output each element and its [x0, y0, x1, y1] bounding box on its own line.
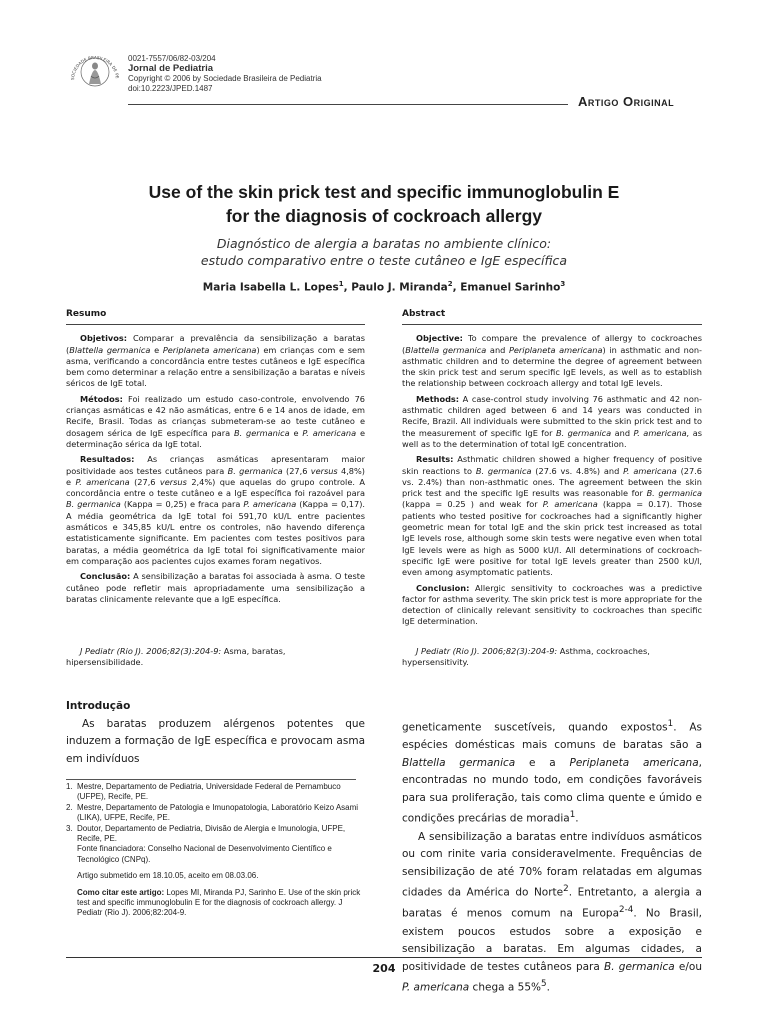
subtitle-line-2: estudo comparativo entre o teste cutâneo e IgE específica	[200, 253, 568, 268]
resumo-heading: Resumo	[66, 309, 107, 319]
authors: Maria Isabella L. Lopes$^1$, Paulo J. Miranda$^2$, Emanuel Sarinho$^3$	[202, 280, 566, 294]
footnote-item: 2. Mestre, Departamento de Patologia e Imunopatologia, Laboratório Keizo Asami (LIKA), UFPE, Recife, PE.	[66, 802, 359, 823]
author-affiliation: 1	[338, 280, 344, 288]
footnote-rule	[66, 779, 356, 780]
svg-text:SOCIEDADE BRASILEIRA DE PEDIAT: SOCIEDADE BRASILEIRA DE PE	[69, 54, 120, 81]
resumo-cite-ref: J Pediatr (Rio J). 2006;82(3):204-9:	[80, 646, 222, 656]
society-seal-logo	[68, 40, 122, 106]
resumo-keywords: Asma, baratas, hipersensibilidade.	[66, 646, 286, 668]
resumo-citation	[66, 646, 365, 669]
funding-note: Fonte financiadora: Conselho Nacional de Desenvolvimento Científico e Tecnológico (CNPq).	[77, 844, 332, 864]
resumo-rule	[66, 324, 365, 325]
submission-note: Artigo submetido em 18.10.05, aceito em 08.03.06.	[77, 871, 259, 881]
resumo-conclusao: Conclusão: A sensibilização a baratas foi associada à asma. O teste cutâneo pode refletir mais apropriadamente uma sensibilização a baratas clinicamente relevante que a IgE específica.	[66, 571, 365, 604]
author-name: Maria Isabella L. Lopes	[202, 281, 339, 294]
journal-header	[128, 54, 322, 94]
footer-rule	[66, 957, 702, 958]
title-line-2: for the diagnosis of cockroach allergy	[225, 206, 543, 226]
intro-paragraph: A sensibilização a baratas entre indivíduos asmáticos ou com rinite varia consideravelmente. Frequências de sensibilização de até 70% foram relatadas em algumas cidades da América do Norte$^2$. Entretanto, a alergia a baratas é menos comum na Europa$^{2-4}$. No Brasil, existem poucos estudos sobre a exposição e sensibilização a baratas. Em algumas cidades, a positividade de testes cutâneos para B. germanica e/ou P. americana chega a 55%$^5$.	[402, 830, 703, 994]
abstract-column	[402, 309, 702, 632]
intro-right	[402, 716, 702, 997]
header-rule	[128, 104, 568, 105]
footnote-item: 1. Mestre, Departamento de Pediatria, Universidade Federal de Pernambuco (UFPE), Recife, PE.	[66, 782, 341, 802]
resumo-objetivos: Objetivos: Comparar a prevalência da sensibilização a baratas (Blattella germanica e Periplaneta americana) em crianças com e sem asma, verificando a concordância entre testes cutâneos e IgE específica bem como determinar a relação entre a sensibilização a baratas e níveis séricos de IgE total.	[66, 333, 365, 389]
footnote-item: 3. Doutor, Departamento de Pediatria, Divisão de Alergia e Imunologia, UFPE, Recife, PE.	[66, 823, 346, 844]
author-name: Paulo J. Miranda	[351, 281, 448, 294]
intro-left	[66, 698, 365, 768]
abstract-citation	[402, 646, 702, 669]
author-affiliation: 3	[560, 280, 566, 288]
resumo-metodos: Métodos: Foi realizado um estudo caso-controle, envolvendo 76 crianças asmáticas e 42 não asmáticas, entre 6 e 14 anos de idade, em Recife, Brasil. Todas as crianças submeteram-se ao teste cutâneo e dosagem sérica de IgE específica para B. germanica e P. americana e determinação sérica da IgE total.	[66, 393, 366, 449]
intro-heading: Introdução	[66, 700, 131, 712]
article-subtitle	[60, 235, 708, 269]
abstract-conclusion: Conclusion: Allergic sensitivity to cockroaches was a predictive factor for asthma severity. The skin prick test is more appropriate for the detection of clinically relevant sensitivity to cockroaches than specific IgE determination.	[402, 582, 702, 627]
author-name: Emanuel Sarinho	[460, 281, 561, 294]
subtitle-line-1: Diagnóstico de alergia a baratas no ambiente clínico:	[216, 236, 552, 251]
abstract-objective: Objective: To compare the prevalence of allergy to cockroaches (Blattella germanica and Periplaneta americana) in asthmatic and non-asthmatic children and to determine the degree of agreement between the skin prick test and serum specific IgE levels, as well as to establish the relationship between cockroach allergy and total IgE levels.	[402, 333, 702, 389]
copyright: Copyright © 2006 by Sociedade Brasileira de Pediatria	[128, 74, 322, 83]
title-line-1: Use of the skin prick test and specific immunoglobulin E	[148, 182, 620, 202]
how-to-cite: Como citar este artigo: Lopes MI, Miranda PJ, Sarinho E. Use of the skin prick test and specific immunoglobulin E for the diagnosis of cockroach allergy. J Pediatr (Rio J). 2006;82:204-9.	[77, 887, 361, 918]
footnotes	[66, 782, 366, 919]
page-number: 204	[372, 962, 396, 975]
abstract-heading: Abstract	[402, 309, 446, 319]
resumo-column	[66, 309, 365, 609]
abstract-rule	[402, 324, 702, 325]
section-label: Artigo Original	[578, 94, 675, 109]
abstract-keywords: Asthma, cockroaches, hypersensitivity.	[402, 646, 650, 668]
intro-paragraph: As baratas produzem alérgenos potentes que induzem a formação de IgE específica e provocam asma em indivíduos	[66, 717, 365, 765]
resumo-resultados: Resultados: As crianças asmáticas apresentaram maior positividade aos testes cutâneos para B. germanica (27,6 versus 4,8%) e P. americana (27,6 versus 2,4%) que aquelas do grupo controle. A concordância entre o teste cutâneo e a IgE específica foi razoável para B. germanica (Kappa = 0,25) e fraca para P. americana (Kappa = 0,17). A média geométrica da IgE total foi 591,70 kU/L entre pacientes asmáticos e 345,85 kU/L entre os controles, não havendo diferença estatisticamente significante. Em pacientes com testes positivos para baratas, a média geométrica da IgE total foi significativamente maior em comparação aos pacientes cujos exames foram negativos.	[66, 454, 366, 566]
author-affiliation: 2	[447, 280, 453, 288]
intro-paragraph: geneticamente suscetíveis, quando expostos$^1$. As espécies domésticas mais comuns de baratas são a Blattella germanica e a Periplaneta americana, encontradas no mundo todo, em condições favoráveis para sua proliferação, tais como clima quente e úmido e condições precárias de moradia$^1$.	[402, 719, 702, 825]
doi: doi:10.2223/JPED.1487	[128, 84, 213, 93]
abstract-methods: Methods: A case-control study involving 76 asthmatic and 42 non-asthmatic children aged between 6 and 14 years was conducted in Recife, Brazil. All individuals were submitted to the skin prick test and to the measurement of specific IgE for B. germanica and P. americana, as well as to the determination of total IgE concentration.	[402, 393, 703, 449]
article-title	[60, 180, 708, 228]
journal-name: Jornal de Pediatria	[128, 63, 214, 74]
issn: 0021-7557/06/82-03/204	[128, 54, 216, 63]
abstract-cite-ref: J Pediatr (Rio J). 2006;82(3):204-9:	[416, 646, 558, 656]
abstract-results: Results: Asthmatic children showed a higher frequency of positive skin reactions to B. germanica (27.6 vs. 4.8%) and P. americana (27.6 vs. 2.4%) than non-asthmatic ones. The agreement between the skin prick test and the specific IgE results was reasonable for B. germanica (kappa = 0.25 ) and weak for P. americana (kappa = 0.17). Those patients who tested positive for cockroaches had a significantly higher geometric mean for total IgE and the skin prick test increased as total IgE levels rose, although some skin tests were negative even when total IgE levels were as high as 5000 kU/l. All determinations of cockroach-specific IgE were positive for total IgE levels greater than 2500 kU/l, even among asymptomatic patients.	[402, 454, 702, 578]
